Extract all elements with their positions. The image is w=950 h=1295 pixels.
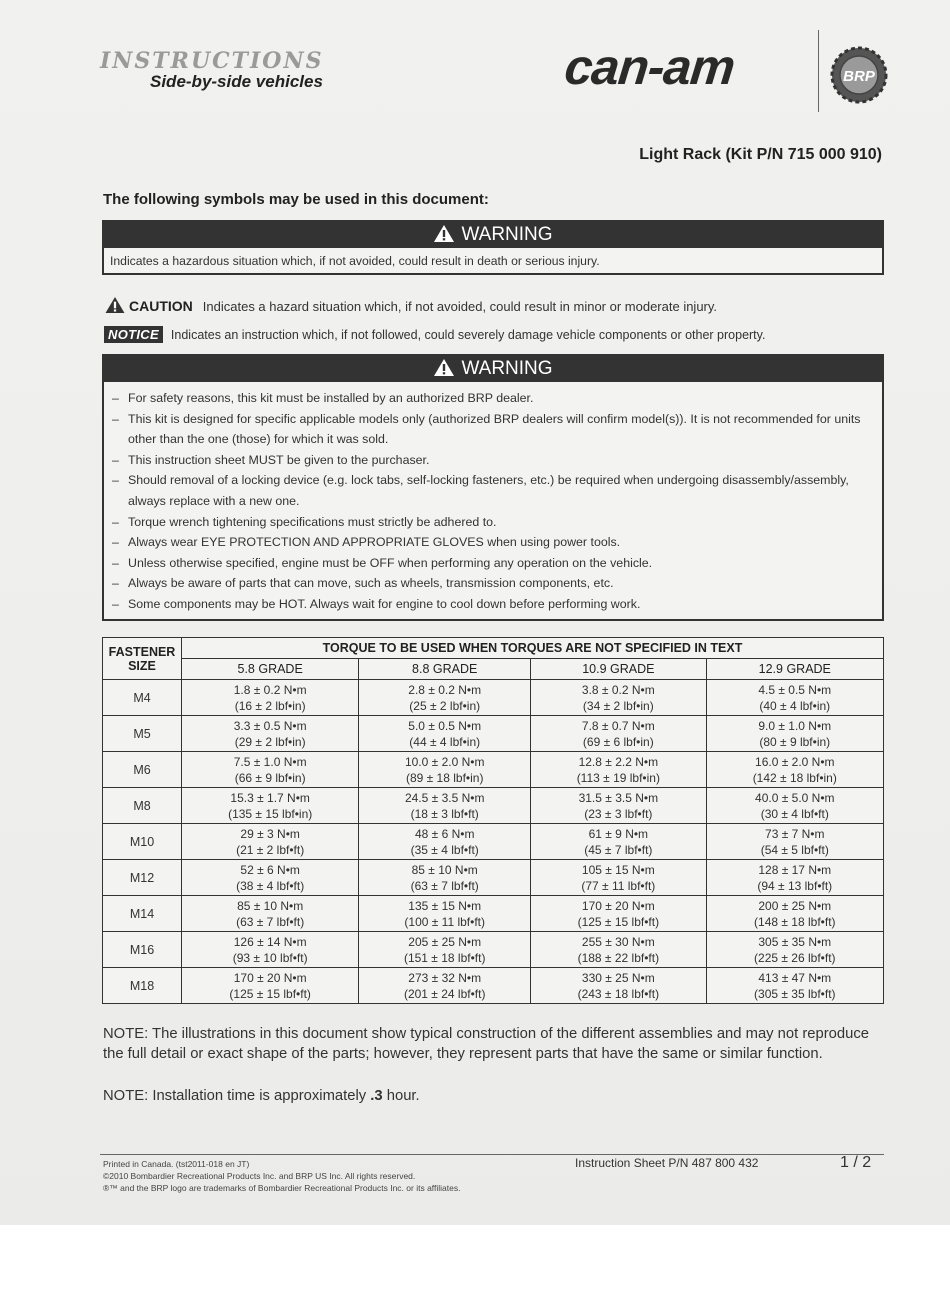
torque-metric-value: 5.0 ± 0.5 N•m [408, 718, 482, 733]
torque-imperial-value: (80 ± 9 lbf•in) [759, 734, 831, 749]
printed-in: Printed in Canada. (tst2011-018 en JT) [103, 1159, 250, 1169]
torque-metric-value: 128 ± 17 N•m [758, 862, 832, 877]
warning-item: – Unless otherwise specified, engine must be OFF when performing any operation on the vehicle. [110, 553, 876, 574]
instruction-sheet-number: Instruction Sheet P/N 487 800 432 [575, 1156, 759, 1170]
torque-metric-value: 85 ± 10 N•m [411, 862, 478, 877]
torque-value-cell [359, 752, 531, 788]
torque-row [103, 968, 884, 1004]
torque-value-cell [359, 824, 531, 860]
torque-table [102, 637, 884, 1004]
torque-value-cell [531, 860, 706, 896]
torque-metric-value: 15.3 ± 1.7 N•m [230, 790, 310, 805]
torque-metric-value: 273 ± 32 N•m [408, 970, 482, 985]
torque-imperial-value: (135 ± 15 lbf•in) [228, 806, 313, 821]
trademark-notice: ®™ and the BRP logo are trademarks of Bombardier Recreational Products Inc. or its affiliates. [103, 1183, 461, 1193]
torque-value-cell [359, 968, 531, 1004]
torque-value-cell [706, 716, 883, 752]
badge-text: BRP [843, 68, 875, 85]
torque-metric-value: 330 ± 25 N•m [581, 970, 655, 985]
fastener-size-cell: M5 [103, 716, 182, 752]
torque-value-cell [706, 680, 883, 716]
torque-metric-value: 31.5 ± 3.5 N•m [578, 790, 659, 805]
torque-imperial-value: (35 ± 4 lbf•ft) [410, 842, 479, 857]
torque-metric-value: 7.8 ± 0.7 N•m [581, 718, 655, 733]
torque-row [103, 860, 884, 896]
notice-definition-text: Indicates an instruction which, if not followed, could severely damage vehicle components or other property. [170, 328, 766, 342]
torque-imperial-value: (38 ± 4 lbf•ft) [236, 878, 305, 893]
vehicle-type-subtitle: Side-by-side vehicles [150, 72, 323, 91]
torque-metric-value: 200 ± 25 N•m [758, 898, 832, 913]
instructions-title: INSTRUCTIONS [100, 48, 324, 74]
torque-value-cell [531, 788, 706, 824]
note-illustrations-text: The illustrations in this document show typical construction of the different assemblies and may not reproduce the full detail or exact shape of the parts; however, they represent parts that have the same or similar function. [103, 1026, 869, 1062]
torque-value-cell [706, 752, 883, 788]
torque-metric-value: 10.0 ± 2.0 N•m [404, 754, 485, 769]
torque-imperial-value: (45 ± 7 lbf•ft) [584, 842, 653, 857]
torque-metric-value: 12.8 ± 2.2 N•m [578, 754, 659, 769]
torque-value-cell [706, 860, 883, 896]
torque-row [103, 896, 884, 932]
torque-row [103, 788, 884, 824]
torque-value-cell [182, 824, 359, 860]
torque-imperial-value: (18 ± 3 lbf•ft) [410, 806, 479, 821]
grade-header: 12.9 GRADE [706, 659, 883, 680]
fastener-size-cell: M8 [103, 788, 182, 824]
torque-imperial-value: (77 ± 11 lbf•ft) [581, 878, 656, 893]
torque-imperial-value: (305 ± 35 lbf•ft) [754, 986, 836, 1001]
torque-imperial-value: (16 ± 2 lbf•in) [234, 698, 306, 713]
safety-warning-list [104, 382, 882, 619]
caution-label: CAUTION [129, 298, 193, 314]
torque-value-cell [706, 824, 883, 860]
torque-row [103, 932, 884, 968]
caution-definition-text: Indicates a hazard situation which, if not avoided, could result in minor or moderate injury. [202, 299, 718, 314]
caution-triangle-icon [104, 296, 126, 314]
kit-title: Light Rack (Kit P/N 715 000 910) [639, 146, 882, 163]
torque-imperial-value: (29 ± 2 lbf•in) [234, 734, 306, 749]
torque-metric-value: 85 ± 10 N•m [237, 898, 304, 913]
torque-imperial-value: (94 ± 13 lbf•ft) [757, 878, 833, 893]
torque-metric-value: 24.5 ± 3.5 N•m [404, 790, 485, 805]
logo-divider [818, 30, 819, 112]
torque-imperial-value: (66 ± 9 lbf•in) [234, 770, 306, 785]
torque-metric-value: 73 ± 7 N•m [765, 826, 825, 841]
warning-item: – This instruction sheet MUST be given to the purchaser. [110, 450, 876, 471]
symbols-heading: The following symbols may be used in this document: [103, 191, 489, 208]
torque-imperial-value: (93 ± 10 lbf•ft) [232, 950, 308, 965]
fastener-size-cell: M10 [103, 824, 182, 860]
safety-warning-label: WARNING [461, 358, 553, 379]
torque-imperial-value: (113 ± 19 lbf•in) [576, 770, 660, 785]
torque-metric-value: 40.0 ± 5.0 N•m [755, 790, 835, 805]
torque-metric-value: 255 ± 30 N•m [581, 934, 655, 949]
torque-value-cell [531, 896, 706, 932]
fastener-size-cell: M18 [103, 968, 182, 1004]
warning-header [104, 222, 882, 248]
torque-row [103, 716, 884, 752]
torque-metric-value: 413 ± 47 N•m [758, 970, 832, 985]
note-installation-suffix: hour. [382, 1088, 420, 1104]
torque-row [103, 680, 884, 716]
grade-header: 10.9 GRADE [531, 659, 706, 680]
warning-item: – Torque wrench tightening specifications must strictly be adhered to. [110, 512, 876, 533]
torque-main-header: TORQUE TO BE USED WHEN TORQUES ARE NOT SPECIFIED IN TEXT [182, 638, 884, 659]
fastener-size-cell: M6 [103, 752, 182, 788]
torque-metric-value: 52 ± 6 N•m [240, 862, 300, 877]
torque-metric-value: 3.8 ± 0.2 N•m [581, 682, 655, 697]
page-number: 1 / 2 [840, 1154, 872, 1171]
notice-label: NOTICE [104, 326, 163, 343]
warning-item: – Always be aware of parts that can move, such as wheels, transmission components, etc. [110, 573, 876, 594]
torque-metric-value: 16.0 ± 2.0 N•m [755, 754, 835, 769]
torque-imperial-value: (21 ± 2 lbf•ft) [236, 842, 305, 857]
torque-metric-value: 135 ± 15 N•m [408, 898, 482, 913]
warning-triangle-icon [433, 358, 455, 377]
torque-imperial-value: (100 ± 11 lbf•ft) [404, 914, 486, 929]
torque-imperial-value: (63 ± 7 lbf•ft) [410, 878, 479, 893]
notice-definition [104, 326, 765, 343]
torque-metric-value: 205 ± 25 N•m [408, 934, 482, 949]
torque-row [103, 824, 884, 860]
torque-imperial-value: (25 ± 2 lbf•in) [409, 698, 481, 713]
torque-value-cell [182, 968, 359, 1004]
installation-time-value: .3 [370, 1088, 383, 1104]
safety-warning-header [104, 356, 882, 382]
torque-imperial-value: (63 ± 7 lbf•ft) [236, 914, 305, 929]
torque-metric-value: 4.5 ± 0.5 N•m [758, 682, 832, 697]
torque-metric-value: 170 ± 20 N•m [581, 898, 655, 913]
torque-metric-value: 9.0 ± 1.0 N•m [758, 718, 832, 733]
torque-value-cell [359, 932, 531, 968]
torque-metric-value: 48 ± 6 N•m [414, 826, 475, 841]
torque-value-cell [359, 680, 531, 716]
warning-label: WARNING [461, 224, 553, 245]
torque-imperial-value: (54 ± 5 lbf•ft) [760, 842, 829, 857]
torque-imperial-value: (69 ± 6 lbf•in) [582, 734, 654, 749]
warning-item: – Always wear EYE PROTECTION AND APPROPRIATE GLOVES when using power tools. [110, 532, 876, 553]
caution-definition [104, 296, 717, 314]
safety-warnings-box [102, 354, 884, 621]
torque-imperial-value: (151 ± 18 lbf•ft) [403, 950, 486, 965]
torque-imperial-value: (44 ± 4 lbf•in) [409, 734, 481, 749]
torque-value-cell [531, 752, 706, 788]
torque-metric-value: 1.8 ± 0.2 N•m [233, 682, 307, 697]
torque-imperial-value: (125 ± 15 lbf•ft) [577, 914, 660, 929]
torque-table-body [103, 680, 884, 1004]
warning-item: – Should removal of a locking device (e.g. lock tabs, self-locking fasteners, etc.) be required when undergoing disassembly/assembly, always replace with a new one. [110, 470, 876, 511]
torque-value-cell [706, 788, 883, 824]
torque-value-cell [182, 680, 359, 716]
torque-metric-value: 105 ± 15 N•m [581, 862, 655, 877]
torque-value-cell [359, 896, 531, 932]
torque-metric-value: 305 ± 35 N•m [758, 934, 832, 949]
warning-definition-text: Indicates a hazardous situation which, if not avoided, could result in death or serious injury. [110, 254, 600, 268]
torque-imperial-value: (89 ± 18 lbf•in) [405, 770, 484, 785]
torque-value-cell [531, 680, 706, 716]
torque-value-cell [706, 896, 883, 932]
torque-metric-value: 170 ± 20 N•m [233, 970, 307, 985]
torque-value-cell [531, 968, 706, 1004]
grade-header: 5.8 GRADE [182, 659, 359, 680]
torque-value-cell [182, 788, 359, 824]
torque-metric-value: 29 ± 3 N•m [240, 826, 300, 841]
torque-metric-value: 3.3 ± 0.5 N•m [233, 718, 307, 733]
fastener-size-cell: M4 [103, 680, 182, 716]
copyright: ©2010 Bombardier Recreational Products Inc. and BRP US Inc. All rights reserved. [103, 1171, 416, 1181]
torque-metric-value: 2.8 ± 0.2 N•m [408, 682, 482, 697]
torque-value-cell [182, 752, 359, 788]
torque-metric-value: 7.5 ± 1.0 N•m [233, 754, 307, 769]
torque-imperial-value: (142 ± 18 lbf•in) [752, 770, 837, 785]
torque-metric-value: 61 ± 9 N•m [588, 826, 649, 841]
torque-imperial-value: (243 ± 18 lbf•ft) [577, 986, 660, 1001]
torque-imperial-value: (201 ± 24 lbf•ft) [403, 986, 486, 1001]
torque-imperial-value: (40 ± 4 lbf•in) [759, 698, 831, 713]
torque-value-cell [706, 968, 883, 1004]
torque-value-cell [706, 932, 883, 968]
footer-rule [100, 1154, 884, 1155]
torque-imperial-value: (125 ± 15 lbf•ft) [229, 986, 311, 1001]
torque-value-cell [531, 824, 706, 860]
warning-item: – Some components may be HOT. Always wait for engine to cool down before performing work. [110, 594, 876, 615]
torque-value-cell [359, 860, 531, 896]
torque-imperial-value: (148 ± 18 lbf•ft) [754, 914, 836, 929]
grade-header: 8.8 GRADE [359, 659, 531, 680]
torque-imperial-value: (225 ± 26 lbf•ft) [754, 950, 836, 965]
warning-triangle-icon [433, 224, 455, 243]
torque-metric-value: 126 ± 14 N•m [233, 934, 307, 949]
note-installation-prefix: Installation time is approximately [148, 1088, 371, 1104]
fastener-size-header: FASTENER SIZE [103, 638, 182, 680]
brp-badge-icon [830, 46, 888, 104]
torque-value-cell [359, 788, 531, 824]
torque-value-cell [182, 896, 359, 932]
fastener-size-cell: M14 [103, 896, 182, 932]
note-illustrations [103, 1025, 885, 1064]
torque-value-cell [531, 932, 706, 968]
warning-item: – For safety reasons, this kit must be installed by an authorized BRP dealer. [110, 388, 876, 409]
torque-imperial-value: (34 ± 2 lbf•in) [582, 698, 654, 713]
torque-value-cell [531, 716, 706, 752]
torque-imperial-value: (23 ± 3 lbf•ft) [584, 806, 653, 821]
torque-value-cell [182, 716, 359, 752]
note-label: NOTE: [103, 1026, 149, 1042]
fastener-size-cell: M16 [103, 932, 182, 968]
torque-imperial-value: (188 ± 22 lbf•ft) [577, 950, 660, 965]
torque-imperial-value: (30 ± 4 lbf•ft) [760, 806, 829, 821]
torque-row [103, 752, 884, 788]
can-am-logo: can-am [562, 39, 738, 95]
warning-item: – This kit is designed for specific applicable models only (authorized BRP dealers will confirm model(s)). It is not recommended for units other than the one (those) for which it was sold. [110, 409, 876, 450]
warning-definition-box [102, 220, 884, 275]
torque-value-cell [182, 860, 359, 896]
footer-legal [103, 1158, 460, 1194]
fastener-size-cell: M12 [103, 860, 182, 896]
torque-value-cell [182, 932, 359, 968]
note-label: NOTE: [103, 1088, 149, 1104]
torque-value-cell [359, 716, 531, 752]
note-installation-time [103, 1088, 420, 1104]
